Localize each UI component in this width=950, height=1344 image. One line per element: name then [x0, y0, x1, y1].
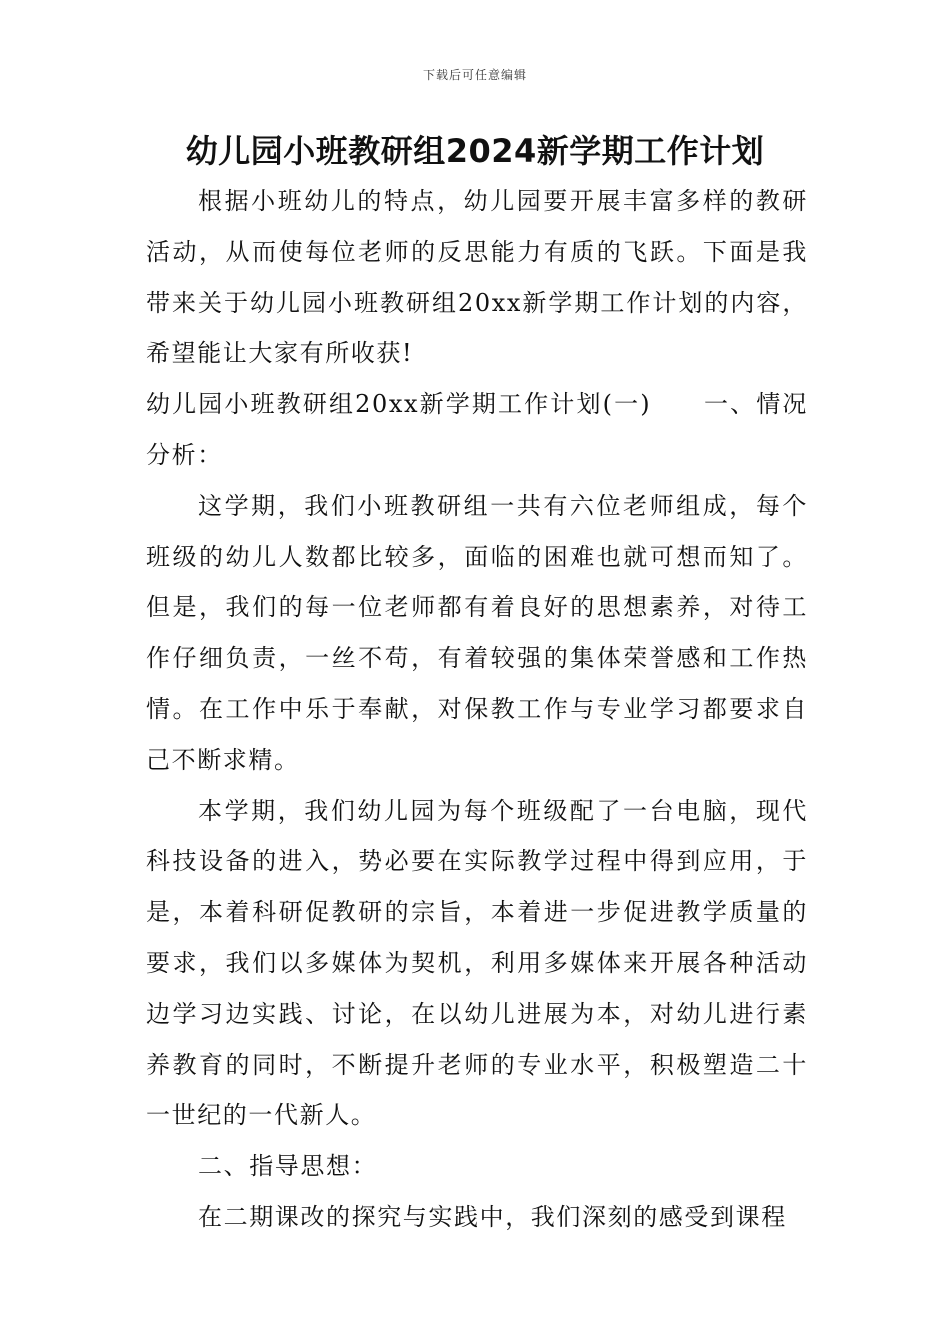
situation-paragraph: 这学期，我们小班教研组一共有六位老师组成，每个班级的幼儿人数都比较多，面临的困难也就可想而知了。但是，我们的每一位老师都有着良好的思想素养，对待工作仔细负责，一丝不苟，有着较强的集体荣誉感和工作热情。在工作中乐于奉献，对保教工作与专业学习都要求自己不断求精。 [146, 491, 808, 774]
header-note: 下载后可任意编辑 [422, 68, 527, 82]
section-heading-guidance: 二、指导思想： [198, 1152, 378, 1181]
document-body [146, 176, 808, 1243]
section-heading-situation: 幼儿园小班教研组20xx新学期工作计划(一) 一、情况分析： [146, 390, 808, 469]
equipment-paragraph: 本学期，我们幼儿园为每个班级配了一台电脑，现代科技设备的进入，势必要在实际教学过程中得到应用，于是，本着科研促教研的宗旨，本着进一步促进教学质量的要求，我们以多媒体为契机，利用多媒体来开展各种活动边学习边实践、讨论，在以幼儿进展为本，对幼儿进行素养教育的同时，不断提升老师的专业水平，积极塑造二十一世纪的一代新人。 [146, 796, 808, 1130]
document-title: 幼儿园小班教研组2024新学期工作计划 [185, 132, 765, 170]
guidance-paragraph: 在二期课改的探究与实践中，我们深刻的感受到课程 [198, 1202, 787, 1231]
intro-paragraph: 根据小班幼儿的特点，幼儿园要开展丰富多样的教研活动，从而使每位老师的反思能力有质的飞跃。下面是我带来关于幼儿园小班教研组20xx新学期工作计划的内容，希望能让大家有所收获! [146, 187, 808, 368]
